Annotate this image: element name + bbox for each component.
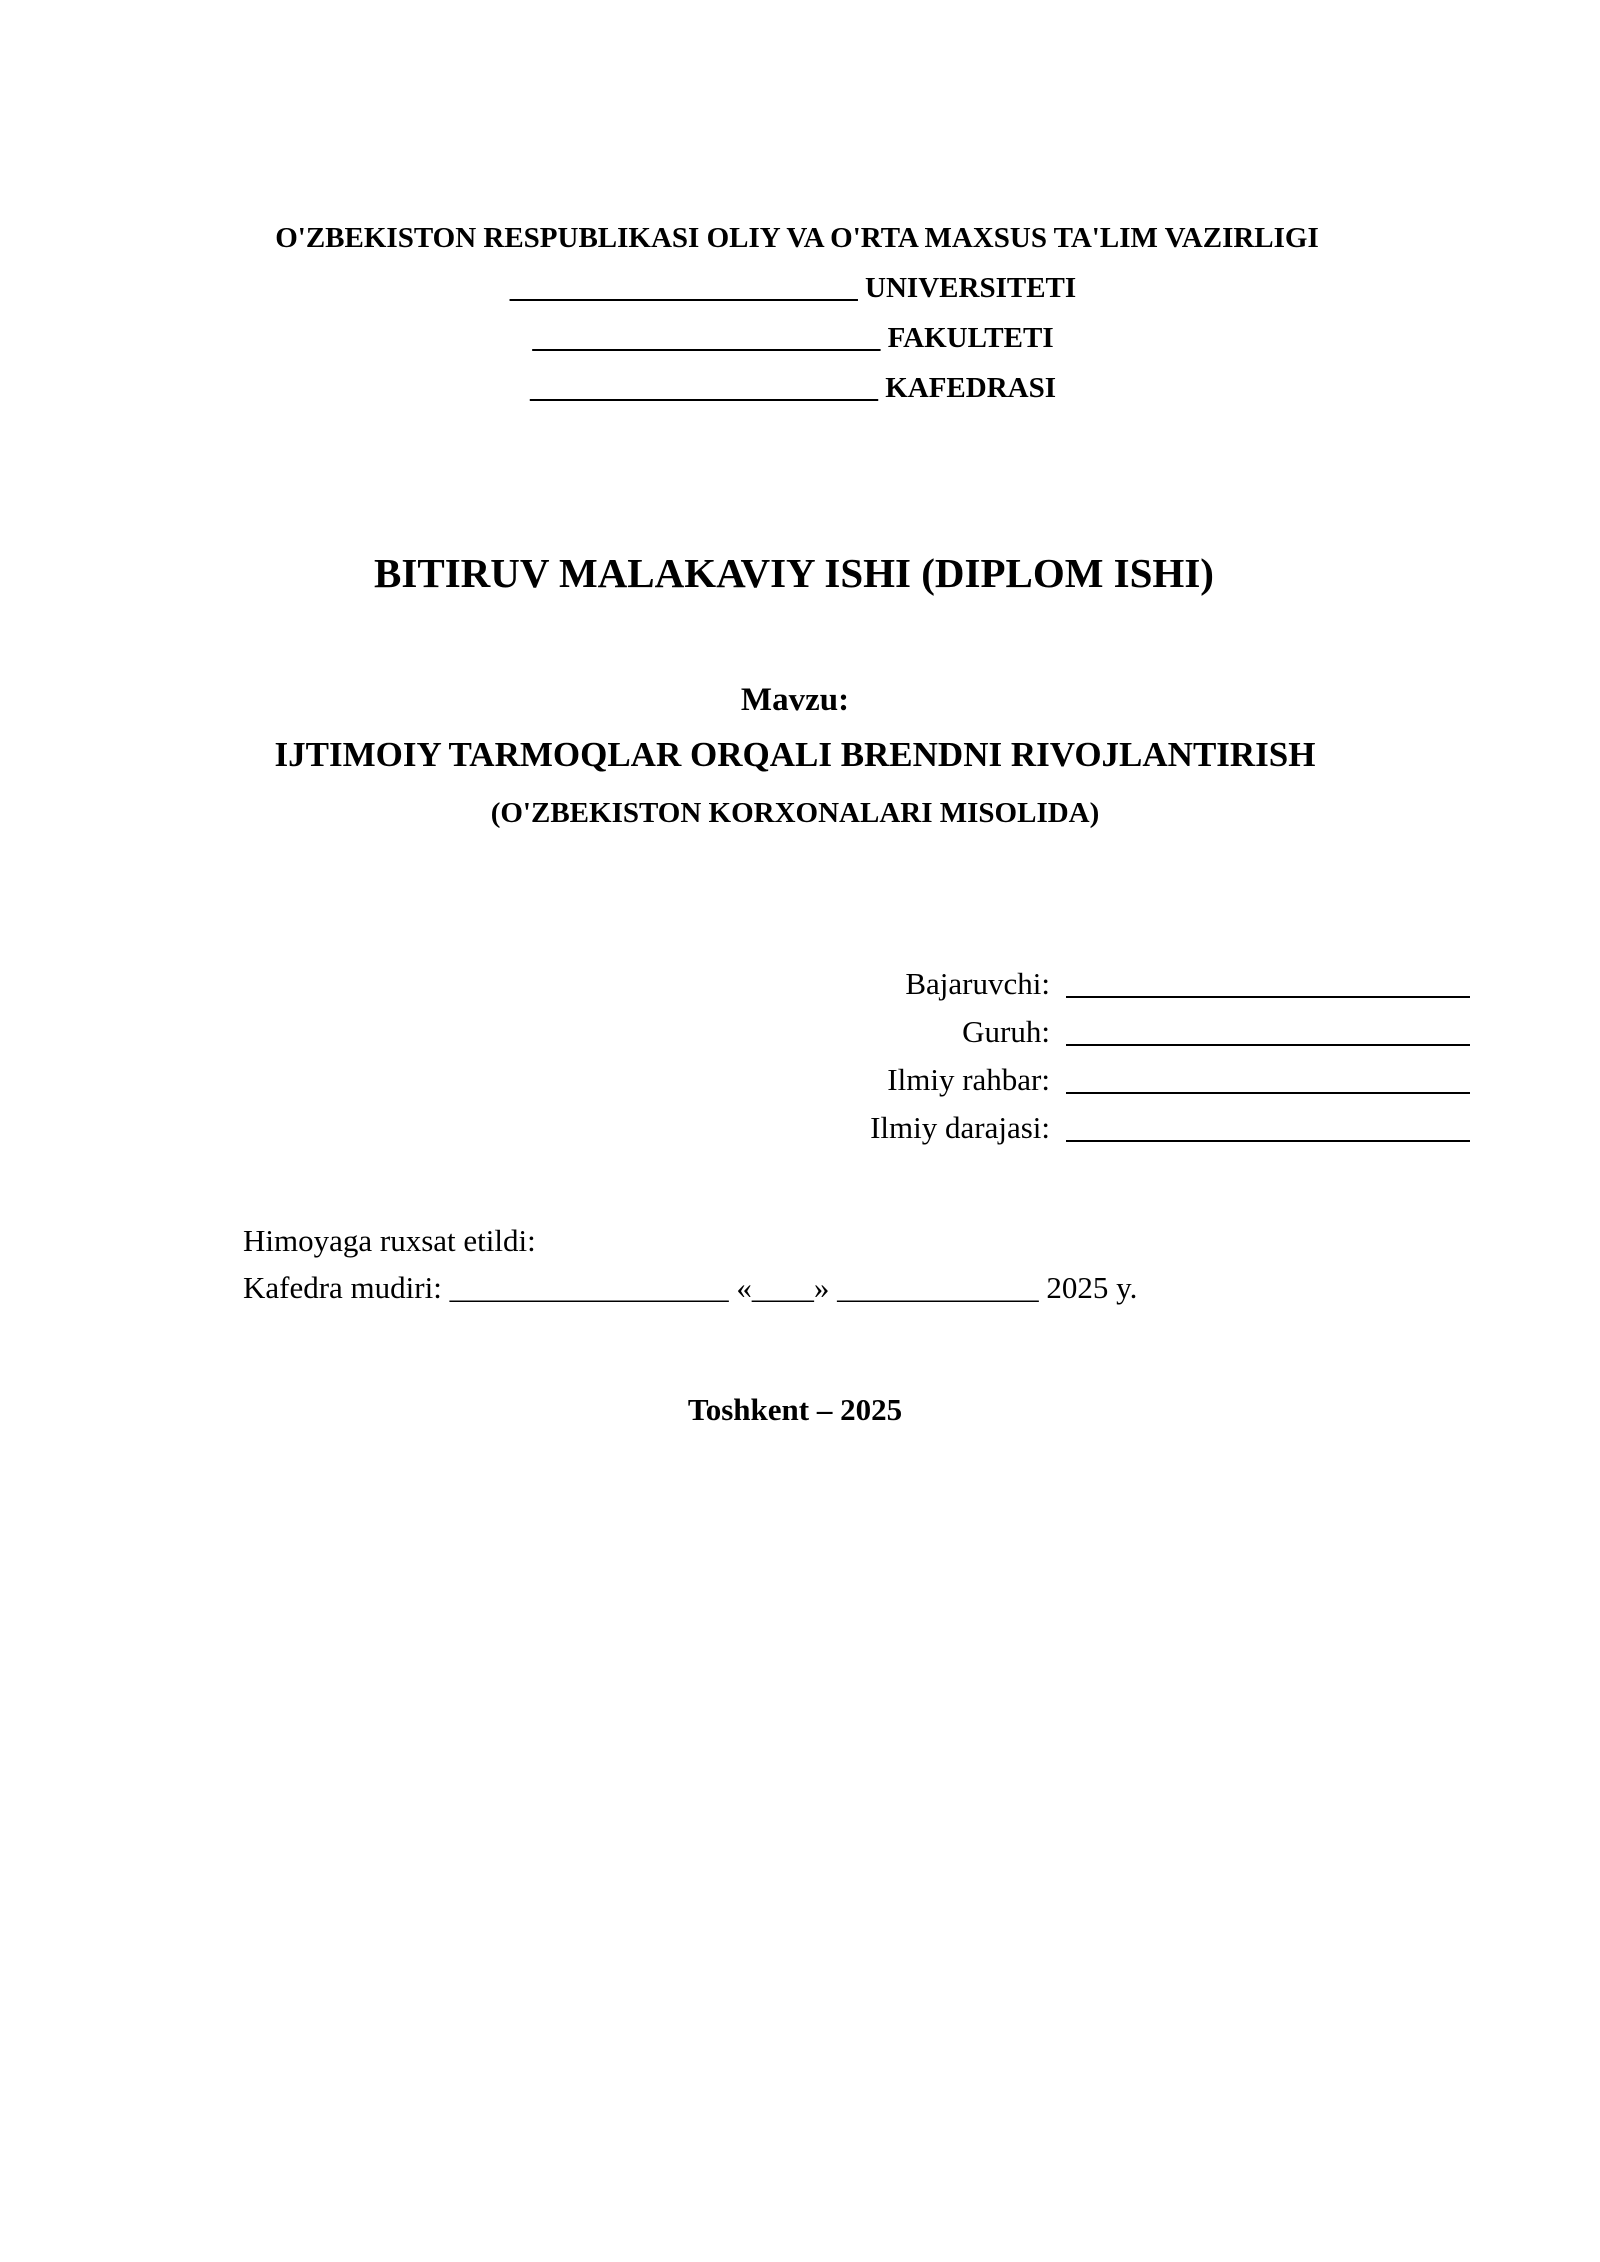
city-year: Toshkent – 2025 — [687, 1392, 903, 1427]
department-line: ________________________ KAFEDRASI — [529, 372, 1057, 404]
group-blank — [1066, 1018, 1470, 1046]
department-head-signature-line: Kafedra mudiri: __________________ «____» _____________ 2025 y. — [243, 1270, 1138, 1305]
author-info-block — [670, 960, 1470, 1152]
info-row-degree — [670, 1104, 1470, 1152]
university-line: ________________________ UNIVERSITETI — [509, 272, 1077, 304]
degree-label: Ilmiy darajasi: — [870, 1110, 1050, 1145]
faculty-line: ________________________ FAKULTETI — [532, 322, 1054, 354]
work-type-title: BITIRUV MALAKAVIY ISHI (DIPLOM ISHI) — [374, 550, 1214, 596]
info-row-supervisor — [670, 1056, 1470, 1104]
supervisor-blank — [1066, 1066, 1470, 1094]
topic-label: Mavzu: — [740, 682, 850, 718]
topic-subtitle: (O'ZBEKISTON KORXONALARI MISOLIDA) — [490, 797, 1100, 829]
defense-approval — [243, 1217, 1137, 1311]
supervisor-label: Ilmiy rahbar: — [887, 1062, 1050, 1097]
info-row-group — [670, 1008, 1470, 1056]
performer-blank — [1066, 970, 1470, 998]
group-label: Guruh: — [962, 1014, 1050, 1049]
ministry-name: O'ZBEKISTON RESPUBLIKASI OLIY VA O'RTA MAXSUS TA'LIM VAZIRLIGI — [275, 222, 1319, 254]
degree-blank — [1066, 1114, 1470, 1142]
performer-label: Bajaruvchi: — [905, 966, 1050, 1001]
approval-statement: Himoyaga ruxsat etildi: — [243, 1223, 536, 1258]
info-row-performer — [670, 960, 1470, 1008]
topic-title: IJTIMOIY TARMOQLAR ORQALI BRENDNI RIVOJLANTIRISH — [274, 735, 1316, 774]
